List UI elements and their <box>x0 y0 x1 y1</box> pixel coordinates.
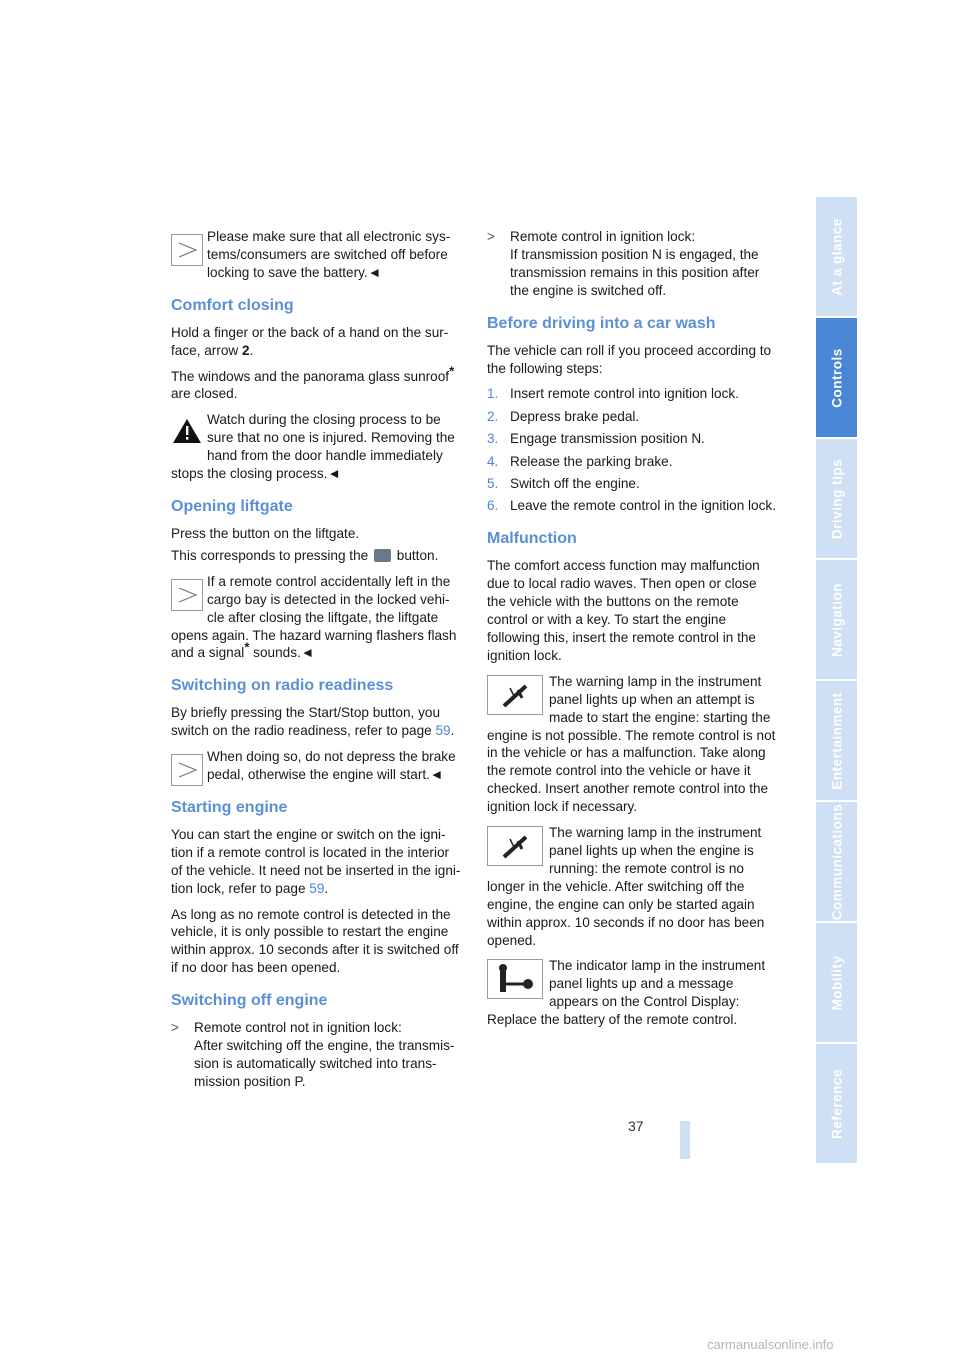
left-column <box>171 228 463 1095</box>
comfort-closing-p2: The windows and the panorama glass sunroof* are closed. <box>171 363 455 402</box>
tab-entertainment[interactable] <box>816 681 857 800</box>
page-number: 37 <box>628 1118 644 1134</box>
car-wash-step <box>487 475 779 493</box>
heading-switching-off: Switching off engine <box>171 992 328 1010</box>
step-number: 6. <box>487 498 499 514</box>
section-tabs <box>816 197 857 1165</box>
bullet-not-in-lock: > Remote control not in ignition lock: After switching off the engine, the transmis-sion is automatically switched into trans-mission position P. <box>171 1020 455 1089</box>
step-number: 1. <box>487 386 499 402</box>
step-text: Switch off the engine. <box>510 476 640 492</box>
tab-at-a-glance[interactable] <box>816 197 857 316</box>
car-wash-step <box>487 385 779 403</box>
step-text: Release the parking brake. <box>510 453 673 469</box>
car-wash-step <box>487 497 779 515</box>
tab-reference[interactable] <box>816 1044 857 1163</box>
note-battery-text: Please make sure that all electronic sys-tems/consumers are switched off before locking to save the battery.◄ <box>207 229 451 280</box>
bullet-in-lock: > Remote control in ignition lock: If transmission position N is engaged, the transmission remains in this position after the engine is switched off. <box>487 229 760 298</box>
malfunction-p1: The comfort access function may malfunction due to local radio waves. Then open or close the vehicle with the buttons on the remote control or with a key. To start the engine following this, insert the remote control in the ignition lock. <box>487 558 760 663</box>
tab-label: Reference <box>829 1068 844 1139</box>
radio-p1: By briefly pressing the Start/Stop button, you switch on the radio readiness, refer to page 59. <box>171 705 455 739</box>
starting-p2: As long as no remote control is detected in the vehicle, it is only possible to restart the engine within approx. 10 seconds after it is switched off if no door has been opened. <box>171 906 459 976</box>
step-number: 2. <box>487 408 499 424</box>
step-number: 4. <box>487 453 499 469</box>
page-link-59[interactable]: 59 <box>309 880 325 896</box>
car-wash-step <box>487 453 779 471</box>
step-number: 5. <box>487 476 499 492</box>
tab-label: Communications <box>829 803 844 920</box>
tab-mobility[interactable] <box>816 923 857 1042</box>
step-number: 3. <box>487 431 499 447</box>
note-arrow-icon <box>171 234 203 266</box>
warning-triangle-icon <box>171 417 203 449</box>
note-liftgate: If a remote control accidentally left in the cargo bay is detected in the locked vehi-cle after closing the liftgate, the liftgate opens again. The hazard warning flashers flash and a signal* sounds.◄ <box>171 573 457 661</box>
tab-label: Navigation <box>829 582 844 657</box>
lamp-note-2-text: The warning lamp in the instrument panel lights up when the engine is running: the remote control is no longer in the vehicle. After switching off the engine, the engine can only be started again within approx. 10 seconds if no door has been opened. <box>487 825 765 948</box>
step-text: Depress brake pedal. <box>510 408 640 424</box>
lamp-note-1 <box>487 673 779 816</box>
note-radio-text: When doing so, do not depress the brake pedal, otherwise the engine will start.◄ <box>207 749 456 783</box>
car-wash-steps <box>487 385 779 515</box>
lamp-note-2 <box>487 824 779 949</box>
tab-label: Controls <box>829 347 844 408</box>
key-battery-icon <box>487 959 543 999</box>
note-arrow-icon <box>171 579 203 611</box>
note-arrow-icon <box>171 754 203 786</box>
tab-label: Mobility <box>829 955 844 1010</box>
lamp-note-3-text: The indicator lamp in the instrument panel lights up and a message appears on the Control Display: Replace the battery of the remote control. <box>487 958 766 1028</box>
tab-communications[interactable] <box>816 802 857 921</box>
note-radio <box>171 748 463 784</box>
comfort-closing-p1: Hold a finger or the back of a hand on the sur-face, arrow 2. <box>171 324 449 358</box>
heading-comfort-closing: Comfort closing <box>171 296 294 314</box>
starting-p1: You can start the engine or switch on the igni-tion if a remote control is located in the interior of the vehicle. It need not be inserted in the igni-tion lock, refer to page 59. <box>171 826 461 896</box>
tab-controls[interactable] <box>816 318 857 437</box>
car-wash-intro: The vehicle can roll if you proceed according to the following steps: <box>487 342 772 376</box>
warning-closing-text: Watch during the closing process to be sure that no one is injured. Removing the hand from the door handle immediately stops the closing process.◄ <box>171 412 455 482</box>
note-battery <box>171 228 463 282</box>
liftgate-button-icon <box>374 549 391 562</box>
tab-label: Driving tips <box>829 458 844 539</box>
heading-starting-engine: Starting engine <box>171 798 288 816</box>
liftgate-p2: This corresponds to pressing the button. <box>171 547 439 563</box>
right-column <box>487 228 779 1037</box>
heading-opening-liftgate: Opening liftgate <box>171 497 293 515</box>
key-warning-icon <box>487 826 543 866</box>
heading-malfunction: Malfunction <box>487 530 577 548</box>
page-marker-bar <box>680 1121 690 1159</box>
step-text: Engage transmission position N. <box>510 431 705 447</box>
tab-driving-tips[interactable] <box>816 439 857 558</box>
step-text: Leave the remote control in the ignition lock. <box>510 498 776 514</box>
warning-closing <box>171 411 463 483</box>
tab-label: At a glance <box>829 217 844 296</box>
key-warning-icon <box>487 675 543 715</box>
tab-label: Entertainment <box>829 691 844 790</box>
watermark: carmanualsonline.info <box>707 1337 834 1352</box>
lamp-note-1-text: The warning lamp in the instrument panel lights up when an attempt is made to start the engine: starting the engine is not possible. The remote control is not in the vehicle or has a malfunction. Take along the remote control into the vehicle or have it checked. Insert another remote control into the ignition lock if necessary. <box>487 673 776 815</box>
car-wash-step <box>487 430 779 448</box>
heading-car-wash: Before driving into a car wash <box>487 314 716 332</box>
step-text: Insert remote control into ignition lock. <box>510 386 739 402</box>
car-wash-step <box>487 408 779 426</box>
tab-navigation[interactable] <box>816 560 857 679</box>
lamp-note-3 <box>487 957 779 1029</box>
page-link-59[interactable]: 59 <box>435 723 451 739</box>
heading-radio-readiness: Switching on radio readiness <box>171 677 394 695</box>
liftgate-p1: Press the button on the liftgate. <box>171 525 360 541</box>
